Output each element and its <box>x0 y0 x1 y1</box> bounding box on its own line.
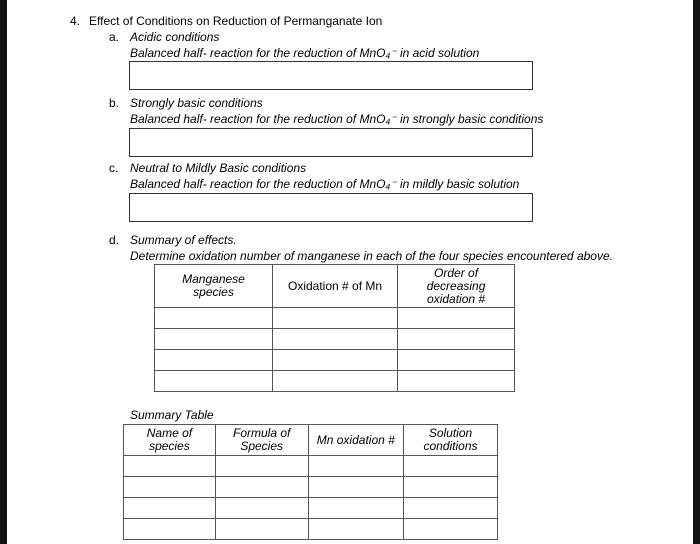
section-d-letter: d. <box>109 233 120 247</box>
summary-table-caption: Summary Table <box>130 408 214 422</box>
table-cell[interactable] <box>308 498 403 519</box>
section-b-title: Strongly basic conditions <box>130 96 263 110</box>
table-cell[interactable] <box>398 308 515 329</box>
table-cell[interactable] <box>308 519 403 540</box>
section-b-instruction: Balanced half- reaction for the reduction of MnO₄⁻ in strongly basic conditions <box>130 112 544 126</box>
answer-box-mildly-basic[interactable] <box>129 193 533 222</box>
table-cell[interactable] <box>155 350 273 371</box>
question-number: 4. <box>70 14 81 28</box>
header-formula-of-species: Formula of Species <box>215 425 308 456</box>
table-cell[interactable] <box>404 519 498 540</box>
table-cell[interactable] <box>398 329 515 350</box>
section-a-instruction: Balanced half- reaction for the reduction of MnO₄⁻ in acid solution <box>130 46 480 60</box>
header-mn-oxidation: Mn oxidation # <box>308 425 403 456</box>
section-a-letter: a. <box>109 30 120 44</box>
table-cell[interactable] <box>215 477 308 498</box>
answer-box-acidic[interactable] <box>129 61 533 90</box>
table-cell[interactable] <box>124 477 216 498</box>
answer-box-strongly-basic[interactable] <box>129 128 533 157</box>
right-edge <box>693 0 700 544</box>
section-b-letter: b. <box>109 96 120 110</box>
section-c-instruction: Balanced half- reaction for the reduction of MnO₄⁻ in mildly basic solution <box>130 177 520 191</box>
table-cell[interactable] <box>124 456 216 477</box>
section-c-letter: c. <box>109 161 119 175</box>
table-cell[interactable] <box>124 498 216 519</box>
table-cell[interactable] <box>124 519 216 540</box>
table-cell[interactable] <box>398 350 515 371</box>
header-order-decreasing: Order of decreasing oxidation # <box>398 265 515 308</box>
table-cell[interactable] <box>155 329 273 350</box>
table-cell[interactable] <box>404 477 498 498</box>
table-cell[interactable] <box>215 519 308 540</box>
section-d-instruction: Determine oxidation number of manganese in each of the four species encountered above. <box>130 249 613 263</box>
table-cell[interactable] <box>155 308 273 329</box>
table-cell[interactable] <box>398 371 515 392</box>
header-name-of-species: Name of species <box>124 425 216 456</box>
table-cell[interactable] <box>404 456 498 477</box>
table-cell[interactable] <box>308 477 403 498</box>
header-manganese-species: Manganese species <box>155 265 273 308</box>
summary-table <box>123 424 498 540</box>
oxidation-table <box>154 264 515 392</box>
section-c-title: Neutral to Mildly Basic conditions <box>130 161 307 175</box>
table-cell[interactable] <box>215 456 308 477</box>
question-title: Effect of Conditions on Reduction of Permanganate Ion <box>89 14 383 28</box>
table-cell[interactable] <box>272 308 397 329</box>
table-cell[interactable] <box>272 350 397 371</box>
table-cell[interactable] <box>215 498 308 519</box>
table-cell[interactable] <box>308 456 403 477</box>
table-cell[interactable] <box>155 371 273 392</box>
section-d-title: Summary of effects. <box>130 233 237 247</box>
left-edge <box>0 0 7 544</box>
table-cell[interactable] <box>272 371 397 392</box>
header-solution-conditions: Solution conditions <box>404 425 498 456</box>
header-oxidation-number: Oxidation # of Mn <box>272 265 397 308</box>
section-a-title: Acidic conditions <box>130 30 220 44</box>
table-cell[interactable] <box>272 329 397 350</box>
table-cell[interactable] <box>404 498 498 519</box>
